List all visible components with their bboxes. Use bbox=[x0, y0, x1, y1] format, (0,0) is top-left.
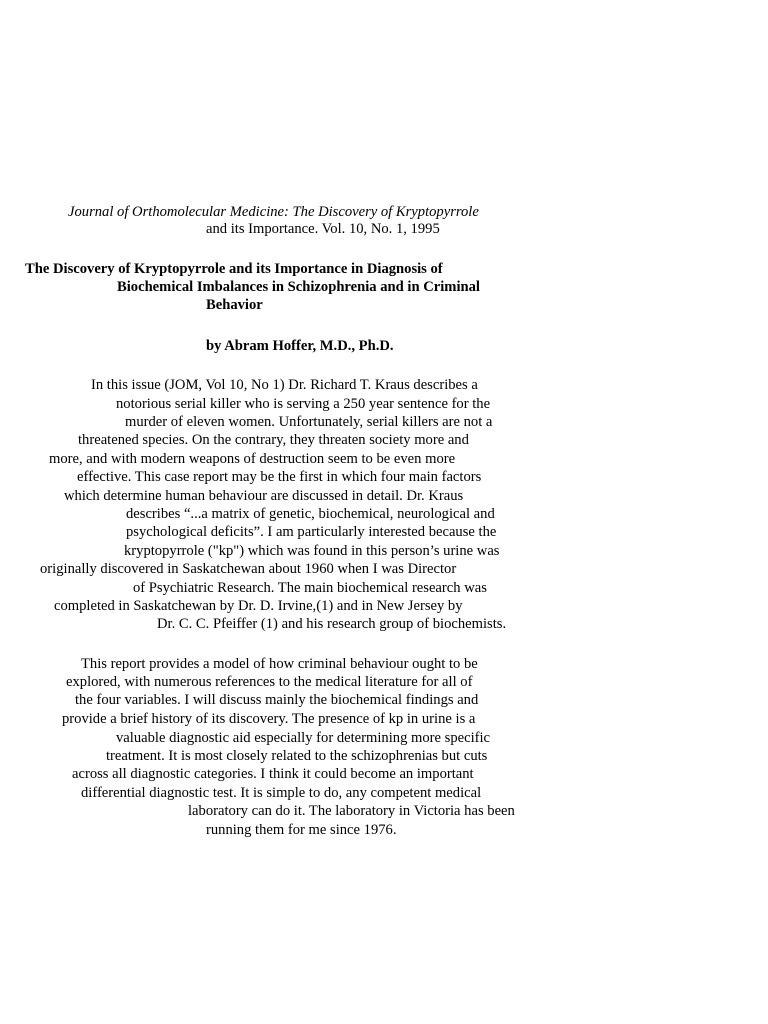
paragraph-line: describes “...a matrix of genetic, biochemical, neurological and bbox=[126, 506, 495, 522]
paragraph-line: the four variables. I will discuss mainly the biochemical findings and bbox=[75, 692, 479, 708]
paragraph-line: notorious serial killer who is serving a 250 year sentence for the bbox=[116, 396, 491, 412]
paragraph-line: threatened species. On the contrary, they threaten society more and bbox=[78, 432, 469, 448]
paragraph-line: of Psychiatric Research. The main biochemical research was bbox=[133, 580, 487, 596]
paragraph-line: more, and with modern weapons of destruction seem to be even more bbox=[49, 451, 456, 467]
paragraph-line: effective. This case report may be the first in which four main factors bbox=[77, 469, 482, 485]
citation-line-1: Journal of Orthomolecular Medicine: The Discovery of Kryptopyrrole bbox=[68, 204, 479, 220]
paragraph-line: This report provides a model of how criminal behaviour ought to be bbox=[81, 656, 478, 672]
paragraph-line: Dr. C. C. Pfeiffer (1) and his research group of biochemists. bbox=[157, 616, 507, 632]
paragraph-line: differential diagnostic test. It is simple to do, any competent medical bbox=[81, 785, 482, 801]
paragraph-line: treatment. It is most closely related to the schizophrenias but cuts bbox=[106, 748, 488, 764]
paragraph-line: murder of eleven women. Unfortunately, serial killers are not a bbox=[125, 414, 493, 430]
paragraph-line: running them for me since 1976. bbox=[206, 822, 397, 838]
article-title-line-3: Behavior bbox=[206, 297, 263, 313]
author-byline: by Abram Hoffer, M.D., Ph.D. bbox=[206, 338, 394, 354]
article-title-line-1: The Discovery of Kryptopyrrole and its Importance in Diagnosis of bbox=[25, 261, 443, 277]
paragraph-line: psychological deficits”. I am particularly interested because the bbox=[126, 524, 497, 540]
paragraph-line: kryptopyrrole ("kp") which was found in this person’s urine was bbox=[124, 543, 500, 559]
paragraph-line: across all diagnostic categories. I think it could become an important bbox=[72, 766, 474, 782]
paragraph-line: completed in Saskatchewan by Dr. D. Irvine,(1) and in New Jersey by bbox=[54, 598, 463, 614]
paragraph-line: In this issue (JOM, Vol 10, No 1) Dr. Richard T. Kraus describes a bbox=[91, 377, 478, 393]
article-title-line-2: Biochemical Imbalances in Schizophrenia and in Criminal bbox=[117, 279, 480, 295]
paragraph-line: provide a brief history of its discovery. The presence of kp in urine is a bbox=[62, 711, 476, 727]
paragraph-line: originally discovered in Saskatchewan about 1960 when I was Director bbox=[40, 561, 457, 577]
paragraph-line: valuable diagnostic aid especially for determining more specific bbox=[116, 730, 491, 746]
citation-line-2: and its Importance. Vol. 10, No. 1, 1995 bbox=[206, 221, 440, 237]
paragraph-line: which determine human behaviour are discussed in detail. Dr. Kraus bbox=[64, 488, 464, 504]
paragraph-line: explored, with numerous references to the medical literature for all of bbox=[66, 674, 473, 690]
paragraph-line: laboratory can do it. The laboratory in Victoria has been bbox=[188, 803, 515, 819]
